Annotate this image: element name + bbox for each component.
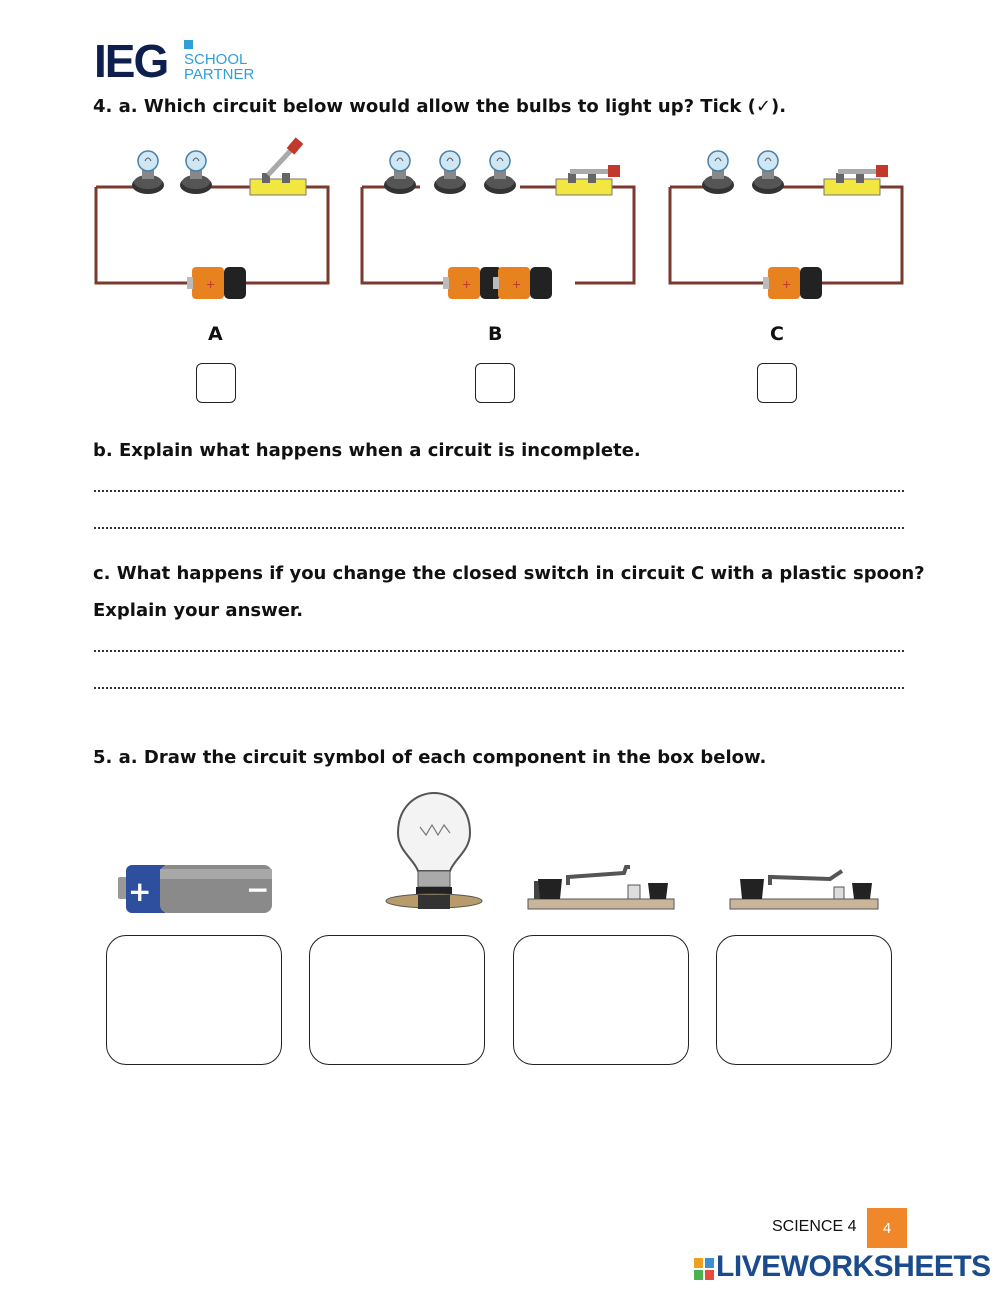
bulb-icon <box>752 151 784 194</box>
closed-switch-icon <box>556 165 620 195</box>
cell-plus-sign: + <box>128 875 152 908</box>
draw-box-open-switch[interactable] <box>716 935 892 1065</box>
liveworksheets-logo-icon <box>694 1258 714 1280</box>
question-4b: b. Explain what happens when a circuit is incomplete. <box>93 440 641 461</box>
answer-line-4c-1[interactable] <box>94 650 904 652</box>
page-number: 4 <box>867 1208 907 1248</box>
bulb-icon <box>384 151 416 194</box>
bulb-icon <box>132 151 164 194</box>
closed-switch-picture-icon <box>528 867 674 909</box>
bulb-icon <box>702 151 734 194</box>
bulb-picture-icon <box>386 793 482 909</box>
logo-subtitle <box>184 52 254 82</box>
school-logo <box>94 35 264 87</box>
logo-brand: IEG <box>94 35 168 87</box>
circuit-a <box>96 137 328 299</box>
question-5a: 5. a. Draw the circuit symbol of each component in the box below. <box>93 747 767 768</box>
tick-box-a[interactable] <box>196 363 236 403</box>
answer-line-4b-2[interactable] <box>94 527 904 529</box>
circuit-diagrams: + <box>90 135 910 305</box>
circuit-label-b: B <box>488 323 503 345</box>
logo-mark-icon <box>184 40 193 49</box>
circuit-label-a: A <box>208 323 223 345</box>
cell-icon <box>763 267 822 299</box>
answer-line-4c-2[interactable] <box>94 687 904 689</box>
draw-box-cell[interactable] <box>106 935 282 1065</box>
cell-minus-sign: − <box>246 873 270 906</box>
question-4a: 4. a. Which circuit below would allow the bulbs to light up? Tick (✓). <box>93 96 787 117</box>
cell-icon <box>493 267 552 299</box>
draw-box-closed-switch[interactable] <box>513 935 689 1065</box>
component-pictures <box>100 785 900 925</box>
question-4c: c. What happens if you change the closed switch in circuit C with a plastic spoon? <box>93 563 925 584</box>
bulb-icon <box>434 151 466 194</box>
closed-switch-icon <box>824 165 888 195</box>
logo-line-2: PARTNER <box>184 66 255 83</box>
bulb-icon <box>180 151 212 194</box>
cell-icon <box>187 267 246 299</box>
open-switch-picture-icon <box>730 871 878 909</box>
footer-subject: SCIENCE 4 <box>772 1218 857 1235</box>
bulb-icon <box>484 151 516 194</box>
open-switch-icon <box>250 137 306 195</box>
tick-box-b[interactable] <box>475 363 515 403</box>
circuit-label-c: C <box>770 323 784 345</box>
answer-line-4b-1[interactable] <box>94 490 904 492</box>
tick-box-c[interactable] <box>757 363 797 403</box>
logo-line-1: SCHOOL <box>184 51 248 68</box>
liveworksheets-watermark: LIVEWORKSHEETS <box>716 1250 991 1283</box>
circuit-c <box>670 151 902 299</box>
circuit-b <box>362 151 634 299</box>
cell-picture-icon <box>118 865 272 913</box>
draw-box-bulb[interactable] <box>309 935 485 1065</box>
question-4c-explain: Explain your answer. <box>93 600 304 621</box>
